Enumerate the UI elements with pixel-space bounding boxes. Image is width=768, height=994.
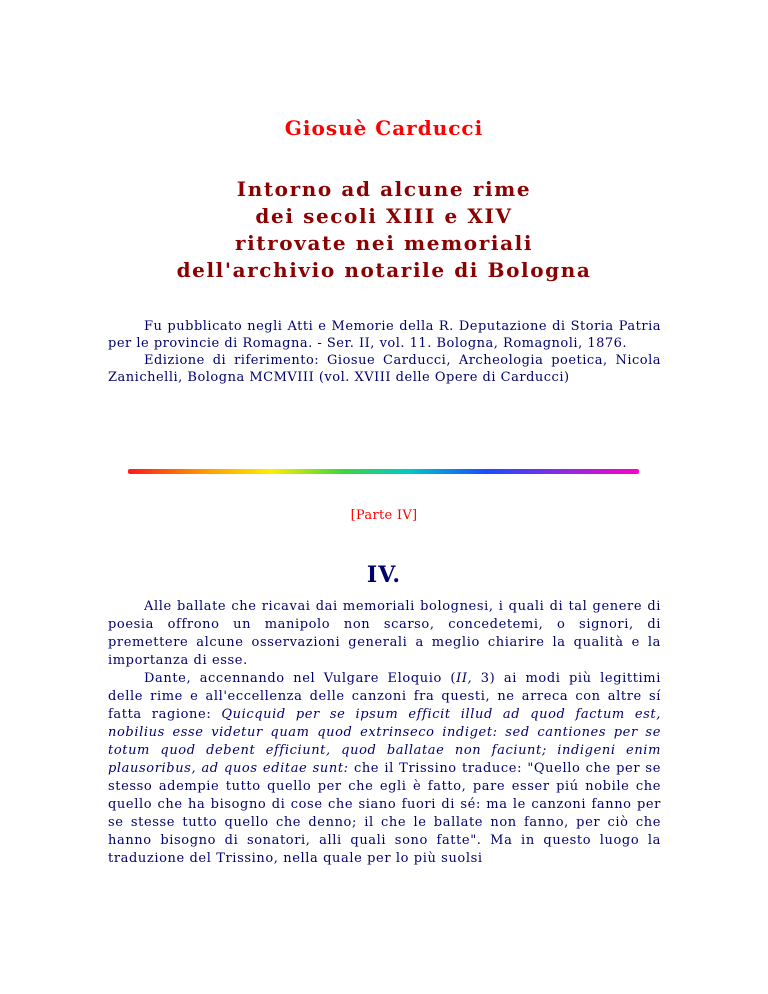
title-line: ritrovate nei memoriali xyxy=(234,231,534,255)
text-run: Dante, accennando nel Vulgare Eloquio ( xyxy=(144,671,457,686)
section-heading: IV. xyxy=(366,562,402,588)
publication-info: Fu pubblicato negli Atti e Memorie della R. Deputazione di Storia Patria per le provincie di Romagna. - Ser. II, vol. 11. Bologna, Romagnoli, 1876. xyxy=(108,319,661,351)
part-label: [Parte IV] xyxy=(350,508,418,523)
title-line: Intorno ad alcune rime xyxy=(236,177,532,201)
paragraph xyxy=(108,670,661,868)
work-title xyxy=(0,176,768,284)
citation-reference: II, xyxy=(456,671,473,686)
title-line: dei secoli XIII e XIV xyxy=(255,204,513,228)
text-run: 3) ai modi più legittimi delle rime e all'eccellenza delle canzoni fra questi, ne arreca con altre sí fatta ragione: xyxy=(108,671,661,722)
author-name: Giosuè Carducci xyxy=(284,116,484,140)
latin-quotation: Quicquid per se ipsum efficit illud ad quod factum est, nobilius esse videtur quam quod extrinseco indiget: sed cantiones per se totum quod debent efficiunt, quod ballatae non faciunt; indigeni enim plausoribus, ad quos editae sunt: xyxy=(108,707,661,776)
paragraph: Alle ballate che ricavai dai memoriali bolognesi, i quali di tal genere di poesia offrono un manipolo non scarso, concedetemi, o signori, di premettere alcune osservazioni generali a meglio chiarire la qualità e la importanza di esse. xyxy=(108,599,661,668)
body-text xyxy=(108,598,661,868)
publication-note xyxy=(108,318,661,386)
title-line: dell'archivio notarile di Bologna xyxy=(176,258,592,282)
reference-edition: Edizione di riferimento: Giosue Carducci, Archeologia poetica, Nicola Zanichelli, Bologna MCMVIII (vol. XVIII delle Opere di Carducci) xyxy=(108,353,661,385)
text-run: che il Trissino traduce: "Quello che per se stesso adempie tutto quello per che egli è fatto, pare esser piú nobile che quello che ha bisogno di cose che siano fuori di sé: ma le canzoni fanno per se stesse tutto quello che denno; il che le ballate non fanno, per ciò che hanno bisogno di sonatori, alli quali sono fatte". Ma in questo luogo la traduzione del Trissino, nella quale per lo più suolsi xyxy=(108,761,661,866)
rainbow-divider xyxy=(128,469,639,474)
